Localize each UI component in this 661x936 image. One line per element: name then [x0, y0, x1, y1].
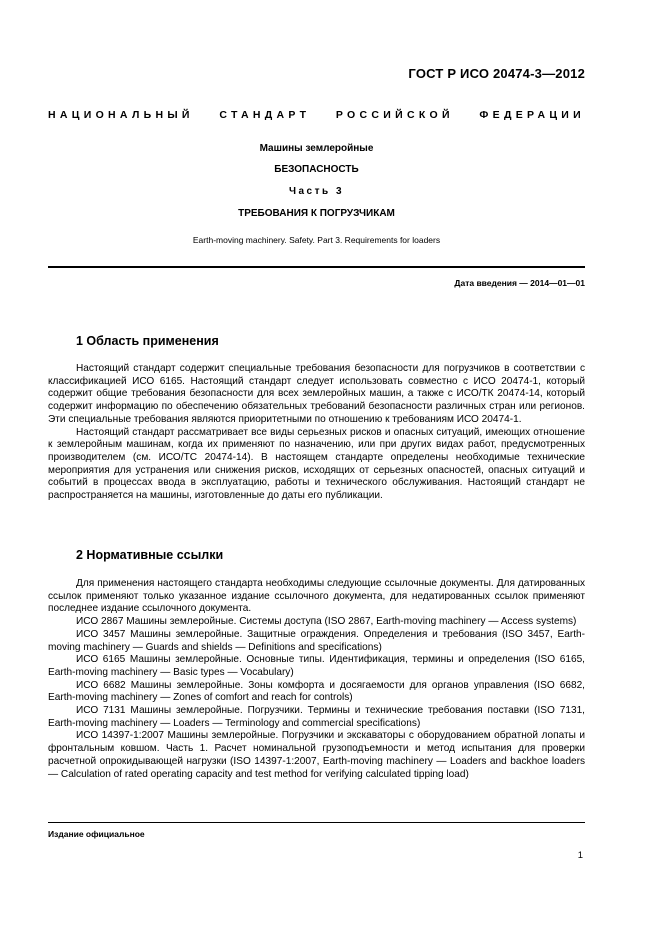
national-standard-banner: НАЦИОНАЛЬНЫЙ СТАНДАРТ РОССИЙСКОЙ ФЕДЕРАЦИИ — [48, 109, 585, 121]
section-2-heading: 2 Нормативные ссылки — [76, 548, 224, 562]
footer-divider — [48, 822, 585, 823]
normative-reference: ИСО 7131 Машины землеройные. Погрузчики. Термины и технические требования поставки (ISO 7131, Earth-moving machinery — Loaders — Terminology and commercial specifications) — [48, 705, 585, 729]
section-1-body — [48, 363, 585, 503]
edition-label: Издание официальное — [48, 829, 145, 839]
normative-reference: ИСО 6165 Машины землеройные. Основные типы. Идентификация, термины и определения (ISO 6165, Earth-moving machinery — Basic types — Vocabulary) — [48, 654, 585, 678]
intro-date: Дата введения — 2014—01—01 — [454, 278, 585, 288]
section-2-paragraph: Для применения настоящего стандарта необходимы следующие ссылочные документы. Для датированных ссылок применяют только указанное издание ссылочного документа, для недатированных ссылок применяют последнее издание ссылочного документа. — [48, 578, 585, 615]
title-english: Earth-moving machinery. Safety. Part 3. Requirements for loaders — [192, 235, 441, 245]
title-line-1: Машины землеройные — [259, 143, 374, 154]
section-1-paragraph: Настоящий стандарт содержит специальные требования безопасности для погрузчиков в соответствии с классификацией ИСО 6165. Настоящий стандарт следует использовать совместно с ИСО 20474-1, который содержит общие требования безопасности для всех землеройных машин, а также с ИСО/ТК 20474-14, который содержит информацию по обеспечению обязательных требований безопасности различных стран или регионов. Эти специальные требования являются приоритетными по отношению к требованиям ИСО 20474-1. — [48, 363, 585, 425]
normative-reference: ИСО 2867 Машины землеройные. Системы доступа (ISO 2867, Earth-moving machinery — Access systems) — [76, 616, 577, 628]
section-1-paragraph: Настоящий стандарт рассматривает все виды серьезных рисков и опасных ситуаций, имеющих отношение к землеройным машинам, когда их применяют по назначению, или при других видах работ, предусмотренных производителем (см. ИСО/ТС 20474-14). В настоящем стандарте определены необходимые технические мероприятия для устранения или снижения рисков, исходящих от серьезных опасностей, опасных ситуаций и событий в процессах ввода в эксплуатацию, работы и технического обслуживания. Настоящий стандарт не распространяется на машины, изготовленные до даты его публикации. — [48, 426, 585, 502]
section-1-heading: 1 Область применения — [76, 334, 219, 348]
standard-number: ГОСТ Р ИСО 20474-3—2012 — [408, 66, 585, 81]
header-divider — [48, 266, 585, 268]
title-line-4: ТРЕБОВАНИЯ К ПОГРУЗЧИКАМ — [238, 208, 395, 219]
title-line-2: БЕЗОПАСНОСТЬ — [274, 164, 359, 175]
normative-reference: ИСО 3457 Машины землеройные. Защитные ограждения. Определения и требования (ISO 3457, Earth-moving machinery — Guards and shields — Definitions and specifications) — [48, 628, 585, 653]
title-line-3: Часть 3 — [288, 186, 345, 197]
normative-reference: ИСО 14397-1:2007 Машины землеройные. Погрузчики и экскаваторы с оборудованием обратной лопаты и фронтальным ковшом. Часть 1. Расчет номинальной грузоподъемности и метод испытания для проверки расчетной опрокидывающей нагрузки (ISO 14397-1:2007, Earth-moving machinery — Loaders and backhoe loaders — Calculation of rated operating capacity and test method for verifying calculated tipping load) — [48, 730, 585, 780]
page-number: 1 — [577, 850, 583, 861]
section-2-body — [48, 578, 585, 781]
normative-reference: ИСО 6682 Машины землеройные. Зоны комфорта и досягаемости для органов управления (ISO 6682, Earth-moving machinery — Zones of comfort and reach for controls) — [48, 679, 585, 704]
